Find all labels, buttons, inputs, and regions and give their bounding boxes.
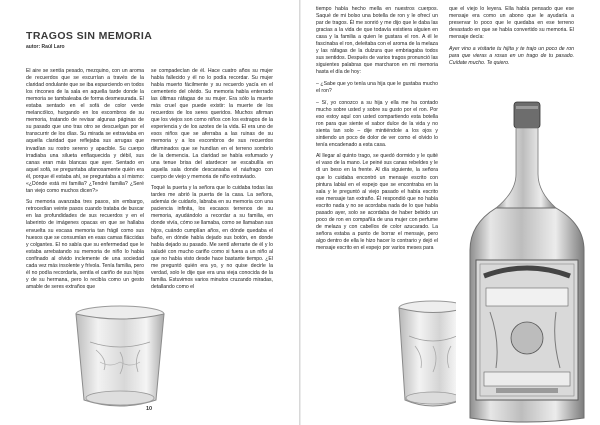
shot-glass-illustration [60,300,180,415]
rum-bottle-illustration [456,100,596,425]
left-column-2 [151,68,274,290]
paragraph: que el viejo lo leyera. Ella había pensado que ese mensaje era como un abono que le ayudaría a preservar lo poco que le quedaba en ese terreno devastado en que se había convertido su memoria. El mensaje decía: [449,6,574,41]
right-page [301,0,600,425]
right-column-2 [449,6,574,100]
paragraph: Toqué la puerta y la señora que lo cuidaba todas las tardes me abrió la puerta de la casa. La señora, además de cuidarlo, labraba en su memoria con una paciencia infinita, los escasos terrenos de su memoria, ayudándolo a recordar a su familia, en donde vivía, cómo se llamaba, como se llamaban sus hijos, cuándo cumplían años, en dónde quedaba el baño, en dónde había dejado sus botón, en donde había dejado su pasado. Me sentí aferrarte de él y lo saludé con mucho cariño como si fuera a un niño al que no había visto desde hace bastante tiempo. ¿El me preguntó quién era yo, y no quise decirle la verdad, solo le dije que era una vieja conocida de la familia. Estuvimos varios minutos cruzando miradas, detallando como el [151,185,274,290]
right-column-1 [316,6,438,251]
left-page [0,0,299,425]
paragraph: – ¿Sabe que yo tenía una hija que le gustaba mucho el ron? [316,80,438,95]
paragraph: Su memoria avanzaba tres pasos, sin embargo, retrocedían veinte pasos cuando trataba de buscar en las profundidades de sus recuerdos y en el laberinto de imágenes opacas en que se hallaba envuelta su escasa memoria tan frágil como sus huesos que se consumían en esas camas fláccidas y colgantes. El no sabía que su enfermedad que le estaba arrebatando su memoria de niño lo había confinado al olvido inclemente de una sociedad cada vez más insolente y frívola. Tenía familia, pero él no podía recordarla, sentía el cariño de sus hijos y de su hermana, pero lo recibía como un gesto amable de seres extraños que [26,199,144,290]
paragraph: Al llegar al quinto trago, se quedó dormido y le quité el vaso de la mano. Le peiné sus canas rebeldes y le di un beso en la frente. Al día siguiente, la señora que lo cuidaba encontró un mensaje escrito con pintura labial en el espejo que se encontraba en la sala y le preguntó al viejo pasado el había escrito ese mensaje tan extraño. Él respondió que no había escrito nada y no se acordaba nada de lo que había pasado ayer, solo se acordaba de haber bebido un poco de ron en compañía de una mujer con perfume de melaza y con cabellos de color azucarado. La señora estaba a punto de borrar el mensaje, pero algo dentro de ella le hizo hacer lo contrario y dejó el mensaje escrito en el espejo por varios meses para [316,153,438,251]
paragraph: El aire se sentía pesado, mezquino, con un aroma de recuerdos que se escurrían a través de la claridad ondulante que se iba esparciendo en todos los rincones de la sala en aquella tarde donde la memoria se tambaleaba de forma desmesurada. El estaba sentado en el sofá de color verde melancólico, hurgando en los escombros de su memoria, tratando de revisar algunas páginas de su pasado que uno tras otro se descuelgan por el transcurrir de los días. Su mirada se extraviaba en aquella claridad que reflejaba sus arrugas que invadían su rostro sereno y apacible. Su cuerpo irradiaba una silueta enflaquecida y débil, sus canas eran más blancas que ayer. Sentado en aquel sofá, se preguntaba afanosamente quién era él, porque él estaba ahí, se preguntaba a sí mismo: «¿Dónde está mi familia? ¿Tendré familia? ¿Seré tan viejo como muchos dicen?» [26,68,144,194]
page-number: 10 [146,406,153,412]
article-author: autor: Raúl Laro [26,44,65,50]
paragraph: se compadecían de él. Hace cuatro años su mujer había fallecido y él no lo podía recordar. Su mujer había muerto fácilmente y su recuerdo yacía en el cementerio del olvido. Su memoria había enterrado las últimas ráfagas de su mujer. Era sólo la muerte más cruel que puede existir: la muerte de los recuerdos de los seres queridos. Muchos afirman que los viejos son como niños con los estragos de la experiencia y de los azotes de la vida. El era uno de esos niños que se aferraba a las ruinas de su memoria y a los escombros de sus recuerdos difuminados que se hundían en el terreno sombrío de la demencia. La claridad se había esfumado y una tenue brisa del atardecer se escabullía en aquella sala donde descansaba el náufrago con cuerpo de viejo y memoria de niño extraviado. [151,68,273,180]
article-title: TRAGOS SIN MEMORIA [26,30,153,42]
left-column-1 [26,68,144,288]
paragraph: – Sí, yo conozco a su hija y ella me ha contado mucho sobre usted y sobre su gusto por el ron. Por eso estoy aquí con usted compartiendo esta botella ron para que siente el sabor dulce de la vida y no sienta tan solo – dije mintiéndole a los ojos y sintiendo un poco de dolor de ver como el olvido lo tenía encadenado a esta casa. [316,99,438,148]
mirror-message: Ayer vino a visitarte tu hijita y te trajo un poco de ron para que vieras a rosas en un trago de tu pasado. Cuídate mucho. Te quiero. [449,45,574,66]
paragraph: tiempo había hecho mella en nuestros cuerpos. Saqué de mi bolso una botella de ron y le ofrecí un par de tragos. Él me sonrió y me dijo que le daba las gracias a la vida de que todavía existiera alguien en casa y la familia a quien le gustara el ron. A él le fascinaba el ron, deleitaba con el aroma de la melaza y las ráfagas de la dulzura que embriagaba todos sus sentidos. Después de varios tragos pronunció las siguientes palabras que marcharon en mi memoria hasta el día de hoy: [316,6,438,76]
